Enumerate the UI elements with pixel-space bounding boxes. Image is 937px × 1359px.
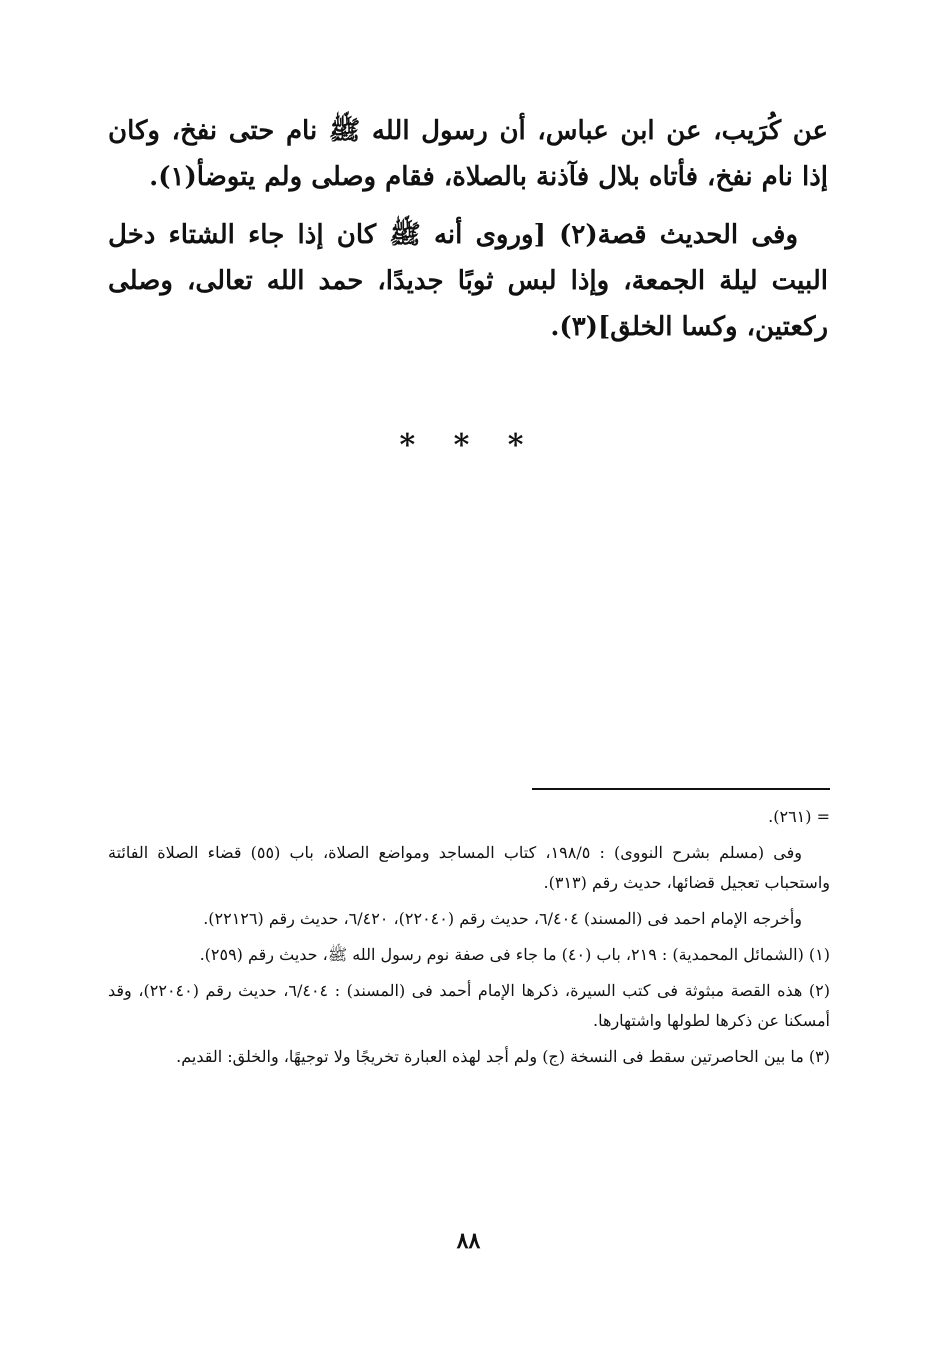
main-paragraph-1: عن كُرَيب، عن ابن عباس، أن رسول الله ﷺ نام حتى نفخ، وكان إذا نام نفخ، فأتاه بلال فآذنة بالصلاة، فقام وصلى ولم يتوضأ(١). (108, 116, 828, 192)
footnote-para-a: وفى (مسلم بشرح النووى) : ١٩٨/٥، كتاب المساجد ومواضع الصلاة، باب (٥٥) قضاء الصلاة الفائتة واستحباب تعجيل قضائها، حديث رقم (٣١٣). (108, 843, 830, 892)
main-text (108, 108, 828, 362)
footnote-3: (٣) ما بين الحاصرتين سقط فى النسخة (ج) ولم أجد لهذه العبارة تخريجًا ولا توجيهًا، والخلق: القديم. (176, 1047, 830, 1066)
section-separator: * * * (399, 428, 538, 463)
footnote-rule (532, 788, 830, 790)
footnote-continuation: = (٢٦١). (768, 807, 830, 826)
footnote-para-b: وأخرجه الإمام احمد فى (المسند) ٦/٤٠٤، حديث رقم (٢٢٠٤٠)، ٦/٤٢٠، حديث رقم (٢٢١٢٦). (203, 909, 802, 928)
page-number: ٨٨ (456, 1228, 481, 1254)
main-paragraph-2: وفى الحديث قصة(٢) [وروى أنه ﷺ كان إذا جاء الشتاء دخل البيت ليلة الجمعة، وإذا لبس ثوبًا جديدًا، حمد الله تعالى، وصلى ركعتين، وكسا الخلق](٣). (108, 220, 828, 342)
footnote-1: (١) (الشمائل المحمدية) : ٢١٩، باب (٤٠) ما جاء فى صفة نوم رسول الله ﷺ، حديث رقم (٢٥٩). (199, 945, 830, 964)
footnotes (108, 802, 830, 1078)
footnote-2: (٢) هذه القصة مبثوثة فى كتب السيرة، ذكرها الإمام أحمد فى (المسند) : ٦/٤٠٤، حديث رقم (٢٢٠٤٠)، وقد أمسكنا عن ذكرها لطولها واشتهارها. (108, 981, 831, 1030)
